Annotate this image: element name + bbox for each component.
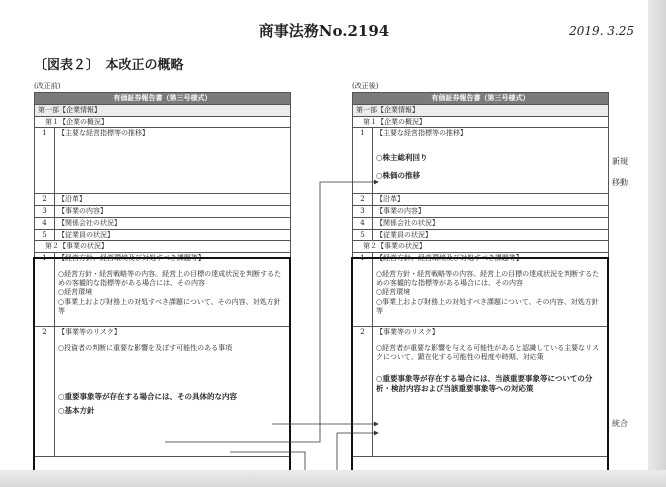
row-title: 【沿革】	[373, 194, 609, 206]
list-item: ○事業上および財務上の対処すべき課題について、その内容、対処方針等	[58, 298, 281, 315]
arrow-down-1	[230, 452, 305, 470]
row-number: 2	[353, 327, 373, 457]
list-item: ○経営方針・経営戦略等の内容。経営上の目標の達成状況を判断するための客観的な指標等がある場合には、その内容	[58, 269, 282, 287]
row-number: 5	[35, 229, 55, 241]
list-item-bold: ○重要事象等が存在する場合には、その具体的な内容	[58, 391, 238, 401]
row-number: 5	[353, 229, 373, 241]
list-item-bold: ○重要事象等が存在する場合には、当該重要事象等についての分析・検討内容および当該重要事象等への対応策	[376, 374, 593, 393]
row-number: 3	[353, 206, 373, 218]
list-item-bold: ○株価の推移	[376, 171, 421, 181]
row-title: 【従業員の状況】	[55, 229, 291, 241]
row-number: 2	[35, 194, 55, 206]
row-title: 【事業の内容】	[373, 206, 609, 218]
row-number: 4	[35, 217, 55, 229]
row-title: 【主要な経営指標等の推移】	[55, 128, 291, 194]
part-heading: 第一部【企業情報】	[35, 104, 291, 116]
row-title: 【主要な経営指標等の推移】	[376, 129, 467, 138]
list-item: ○経営者が重要な影響を与える可能性があると認識している主要なリスクについて、顕在化する可能性の程度や時期、対応策	[376, 343, 599, 361]
row-number: 2	[353, 194, 373, 206]
note-moved: 移動	[612, 178, 628, 187]
row-number: 2	[35, 327, 55, 457]
row-title: 【関係会社の状況】	[373, 217, 609, 229]
row-title: 【事業等のリスク】	[376, 328, 439, 336]
list-item-bold: ○株主総利回り	[376, 153, 428, 162]
issue-date: 2019. 3.25	[569, 24, 634, 38]
section-heading: 第１【企業の概況】	[353, 116, 609, 128]
row-number: 1	[35, 253, 55, 327]
row-title: 【従業員の状況】	[373, 229, 609, 241]
page-shadow-right	[648, 0, 666, 487]
page-shadow-bottom	[0, 470, 666, 487]
row-title: 【経営方針、経営環境及び対処すべき課題等】	[58, 254, 205, 262]
list-item: ○投資者の判断に重要な影響を及ぼす可能性のある事項	[58, 343, 233, 352]
row-title: 【沿革】	[55, 194, 291, 206]
note-new: 新規	[612, 157, 628, 166]
row-title: 【関係会社の状況】	[55, 217, 291, 229]
row-number: 1	[353, 253, 373, 327]
row-title: 【事業の内容】	[55, 206, 291, 218]
note-merged: 統合	[612, 419, 628, 428]
after-label: (改正後)	[352, 82, 379, 90]
table-header: 有価証券報告書（第三号様式）	[35, 93, 291, 105]
row-title: 【事業等のリスク】	[58, 328, 121, 336]
table-header: 有価証券報告書（第三号様式）	[353, 93, 609, 105]
arrow-moved	[165, 182, 378, 442]
row-number: 1	[353, 128, 373, 194]
before-label: (改正前)	[34, 82, 61, 90]
row-number: 3	[35, 206, 55, 218]
list-item: ○経営方針・経営戦略等の内容。経営上の目標の達成状況を判断するための客観的な指標等がある場合には、その内容	[376, 269, 600, 287]
list-item: ○経営環境	[376, 288, 411, 297]
row-number: 4	[353, 217, 373, 229]
list-item-bold: ○基本方針	[58, 405, 95, 415]
row-number: 1	[35, 128, 55, 194]
section-heading: 第１【企業の概況】	[35, 116, 291, 128]
journal-title: 商事法務No.2194	[258, 22, 390, 40]
section-heading: 第２【事業の状況】	[353, 241, 609, 253]
list-item: ○事業上および財務上の対処すべき課題について、その内容、対処方針等	[376, 298, 599, 315]
section-heading: 第２【事業の状況】	[35, 241, 291, 253]
part-heading: 第一部【企業情報】	[353, 104, 609, 116]
row-title: 【経営方針、経営環境及び対処すべき課題等】	[376, 254, 523, 262]
list-item: ○経営環境	[58, 288, 93, 297]
figure-title: 〔図表２〕 本改正の概略	[34, 58, 184, 73]
